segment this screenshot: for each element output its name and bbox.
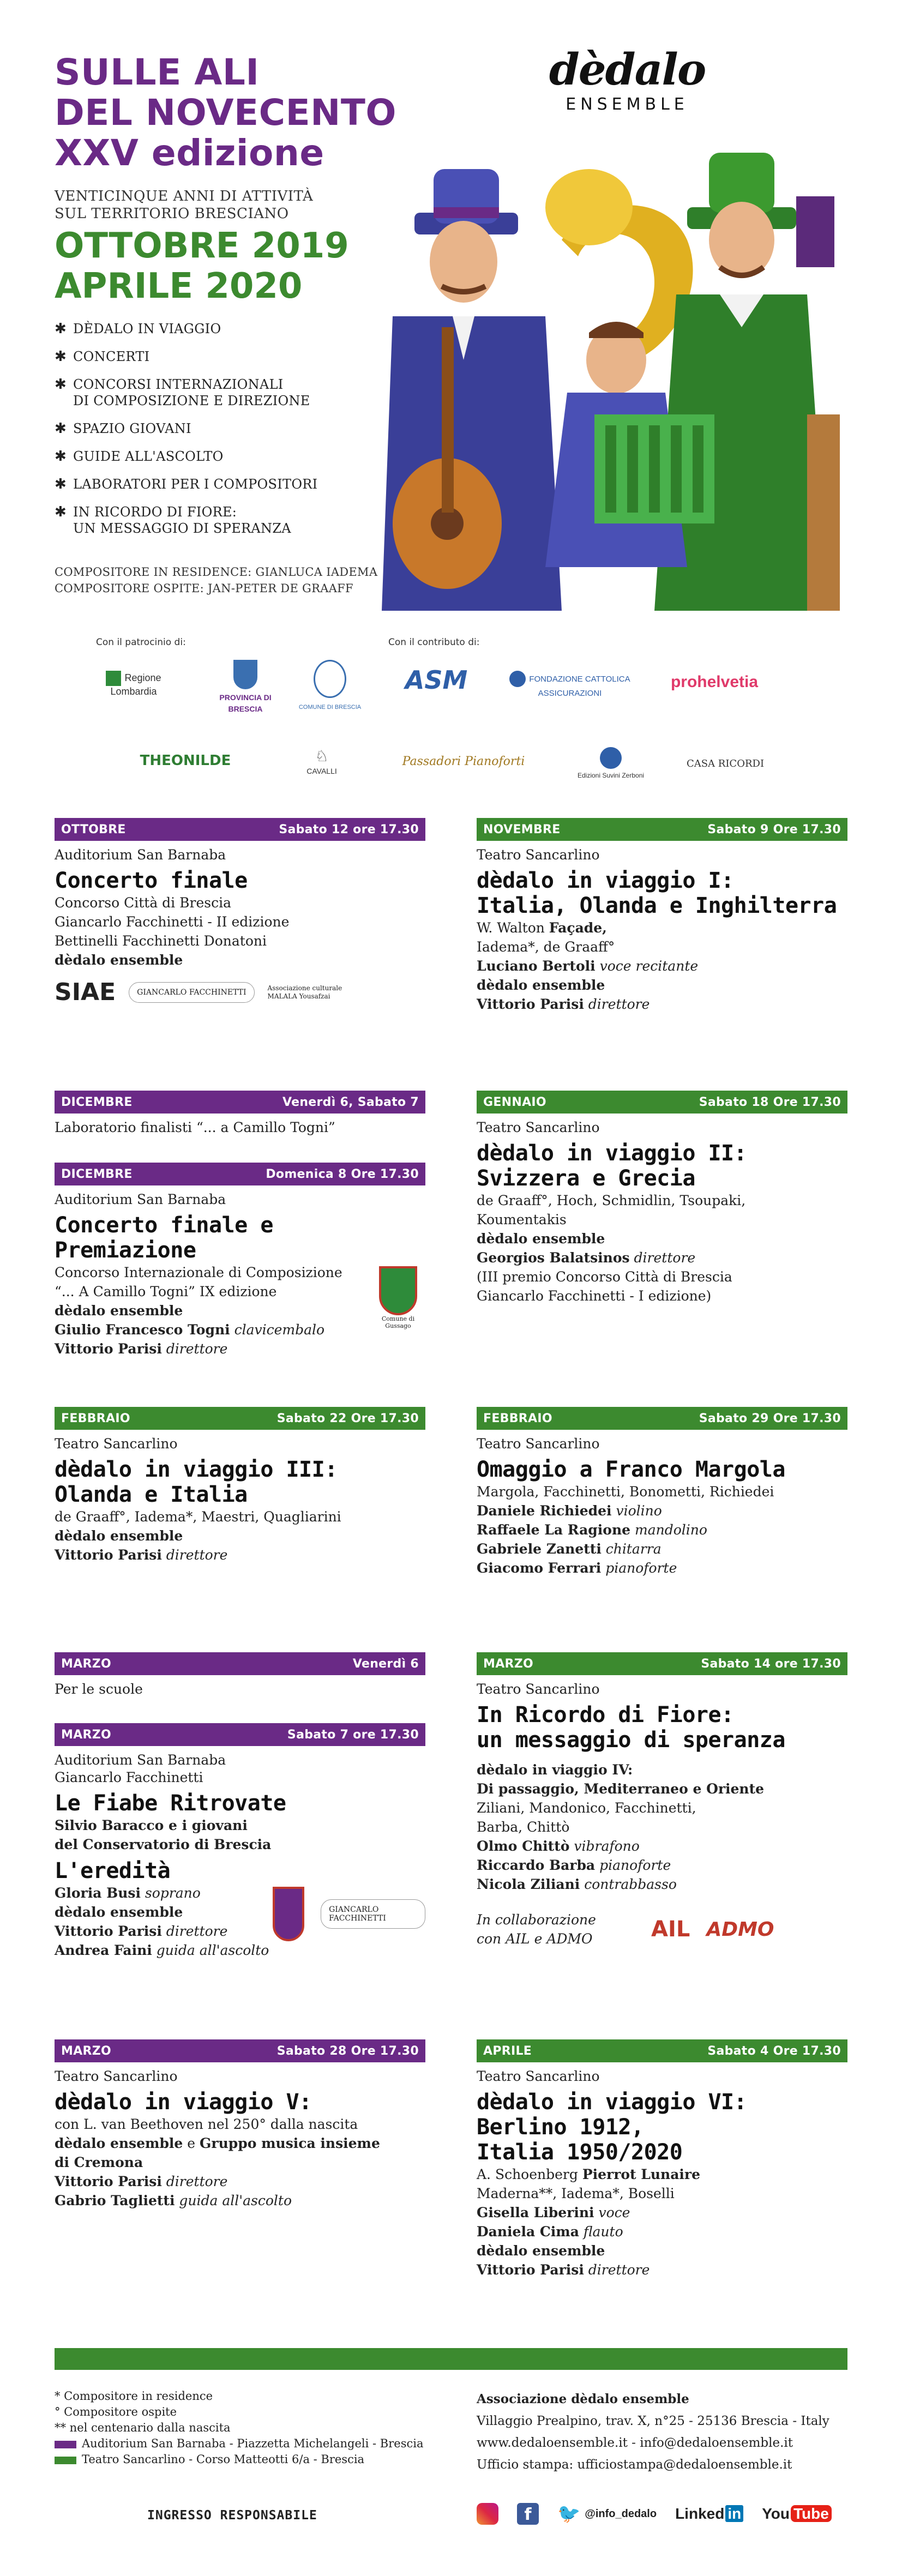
event-card-novembre: NOVEMBRE Sabato 9 Ore 17.30 Teatro Sancarlino dèdalo in viaggio I: Italia, Olanda e Inghilterra W. Walton Façade, Iadema*, de Graaff° Luciano Bertoli voce recitante dèdalo ensemble Vittorio Parisi direttore (477, 818, 847, 1014)
comune-crest-icon (314, 660, 346, 698)
association-info: Associazione dèdalo ensemble Villaggio Prealpino, trav. X, n°25 - 25136 Brescia - Italy www.dedaloensemble.it - info@dedaloensemble.it Ufficio stampa: ufficiostampa@dedaloensemble.it (477, 2392, 829, 2472)
sponsor-comune-brescia: COMUNE DI BRESCIA (297, 660, 363, 712)
sponsor-theonilde: THEONILDE (140, 753, 231, 769)
sponsor-passadori: Passadori Pianoforti (402, 755, 525, 768)
event-card-aprile: APRILE Sabato 4 Ore 17.30 Teatro Sancarlino dèdalo in viaggio VI: Berlino 1912, Italia 1950/2020 A. Schoenberg Pierrot Lunaire Maderna**, Iadema*, Boselli Gisella Liberini voce Daniela Cima flauto dèdalo ensemble Vittorio Parisi direttore (477, 2039, 847, 2279)
event-header-bar: MARZO Venerdì 6 (55, 1652, 425, 1675)
patronage-label: Con il patrocinio di: (96, 637, 186, 648)
dedalo-logo: dèdalo ENSEMBLE (549, 44, 706, 114)
legend-sancarlino: Teatro Sancarlino - Corso Matteotti 6/a - Brescia (55, 2452, 436, 2467)
event-venue: Auditorium San Barnaba (55, 1752, 226, 1768)
event-logos (273, 1887, 425, 1941)
event-header-bar: MARZO Sabato 28 Ore 17.30 (55, 2039, 425, 2062)
malala-logo: Associazione culturale MALALA Yousafzai (267, 984, 342, 1000)
entrance-note: INGRESSO RESPONSABILE (147, 2508, 317, 2523)
event-venue: Laboratorio finalisti “... a Camillo Togni” (55, 1120, 335, 1135)
event-header-bar: MARZO Sabato 7 ore 17.30 (55, 1723, 425, 1746)
gussago-crest-icon (379, 1266, 417, 1315)
instagram-icon[interactable] (477, 2503, 498, 2525)
header-text-block (55, 52, 436, 597)
event-title: dèdalo in viaggio V: (55, 2090, 312, 2115)
sponsor-row-2 (136, 742, 845, 796)
event-title: dèdalo in viaggio III: Olanda e Italia (55, 1457, 338, 1507)
fondazione-icon (509, 671, 526, 687)
event-header-bar: APRILE Sabato 4 Ore 17.30 (477, 2039, 847, 2062)
facebook-icon[interactable]: f (517, 2503, 539, 2525)
footer-notes: * Compositore in residence ° Compositore ospite ** nel centenario dalla nascita Auditorium San Barnaba - Piazzetta Michelangeli - Brescia Teatro Sancarlino - Corso Matteotti 6/a - Brescia (55, 2388, 436, 2467)
main-title: SULLE ALI DEL NOVECENTO XXV edizione (55, 51, 397, 174)
event-title: Omaggio a Franco Margola (477, 1457, 785, 1482)
sponsor-asm: ASM (405, 665, 468, 695)
event-venue: Per le scuole (55, 1681, 143, 1697)
siae-logo: SIAE (55, 978, 116, 1006)
activity-item: ✱ CONCERTI (55, 348, 150, 365)
event-header-bar: FEBBRAIO Sabato 29 Ore 17.30 (477, 1407, 847, 1430)
event-venue: Teatro Sancarlino (55, 1436, 178, 1452)
regione-lombardia-icon (106, 671, 121, 686)
sponsor-prohelvetia: prohelvetia (670, 673, 759, 691)
event-title: Le Fiabe Ritrovate (55, 1791, 286, 1816)
event-venue: Teatro Sancarlino (477, 2068, 600, 2084)
linkedin-icon[interactable]: Linked in (675, 2505, 743, 2523)
sponsor-suvini-zerboni: Edizioni Suvini Zerboni (573, 747, 649, 780)
event-venue: Teatro Sancarlino (477, 1120, 600, 1135)
event-title: Concerto finale e Premiazione (55, 1213, 273, 1263)
conservatorio-crest-icon (273, 1887, 304, 1941)
ail-logo: AIL (651, 1917, 690, 1942)
sponsor-row-1 (93, 660, 856, 731)
event-card-marzo-7: MARZO Sabato 7 ore 17.30 Auditorium San Barnaba Giancarlo Facchinetti Le Fiabe Ritrovate Silvio Baracco e i giovani del Conservatorio di Brescia L'eredità Gloria Busi soprano dèdalo ensemble Vittorio Parisi direttore Andrea Faini guida all'ascolto GIANCARLO FACCHINETTI (55, 1723, 425, 1960)
event-card-marzo-28: MARZO Sabato 28 Ore 17.30 Teatro Sancarlino dèdalo in viaggio V: con L. van Beethoven nel 250° dalla nascita dèdalo ensemble e Gruppo musica insieme di Cremona Vittorio Parisi direttore Gabrio Taglietti guida all'ascolto (55, 2039, 425, 2210)
activity-item: ✱ LABORATORI PER I COMPOSITORI (55, 476, 318, 492)
activity-item: ✱ GUIDE ALL'ASCOLTO (55, 448, 224, 465)
collaboration-row (477, 1910, 847, 1948)
event-title: In Ricordo di Fiore: un messaggio di speranza (477, 1702, 785, 1753)
event-title: dèdalo in viaggio I: Italia, Olanda e Inghilterra (477, 868, 837, 918)
sponsor-regione-lombardia: Regione Lombardia (93, 671, 175, 697)
legend-swatch (55, 2457, 76, 2464)
event-header-bar: FEBBRAIO Sabato 22 Ore 17.30 (55, 1407, 425, 1430)
admo-logo: ADMO (706, 1918, 774, 1941)
gussago-crest: Comune di Gussago (371, 1266, 425, 1329)
contribution-label: Con il contributo di: (388, 637, 480, 648)
legend-auditorium: Auditorium San Barnaba - Piazzetta Michelangeli - Brescia (55, 2436, 436, 2452)
event-title: dèdalo in viaggio VI: Berlino 1912, Italia 1950/2020 (477, 2090, 747, 2165)
activity-item: ✱ IN RICORDO DI FIORE: UN MESSAGGIO DI SPERANZA (55, 504, 291, 536)
activity-list (55, 321, 436, 537)
youtube-icon[interactable]: You Tube (762, 2505, 832, 2523)
asterisk-icon: ✱ (55, 348, 67, 365)
provincia-crest-icon (233, 660, 257, 689)
asterisk-icon: ✱ (55, 321, 67, 337)
event-header-bar: NOVEMBRE Sabato 9 Ore 17.30 (477, 818, 847, 841)
sponsor-provincia-brescia: PROVINCIA DI BRESCIA (215, 660, 275, 714)
event-venue: Auditorium San Barnaba (55, 1191, 226, 1207)
asterisk-icon: ✱ (55, 504, 67, 520)
event-subtitle: L'eredità (55, 1858, 171, 1883)
season-dates: OTTOBRE 2019 APRILE 2020 (55, 226, 349, 306)
composers-info: COMPOSITORE IN RESIDENCE: GIANLUCA IADEMA COMPOSITORE OSPITE: JAN-PETER DE GRAAFF (55, 565, 378, 595)
event-logos (55, 978, 425, 1006)
event-header-bar: GENNAIO Sabato 18 Ore 17.30 (477, 1091, 847, 1114)
suvini-zerboni-icon (600, 747, 622, 769)
event-header-bar: DICEMBRE Domenica 8 Ore 17.30 (55, 1163, 425, 1185)
event-card-dicembre-lab (55, 1091, 425, 1136)
activity-item: ✱ CONCORSI INTERNAZIONALI DI COMPOSIZIONE E DIREZIONE (55, 376, 310, 408)
event-venue: Auditorium San Barnaba (55, 847, 226, 863)
twitter-icon: 🐦 (557, 2503, 581, 2525)
event-venue: Teatro Sancarlino (477, 1436, 600, 1452)
sponsor-fondazione-cattolica: FONDAZIONE CATTOLICA ASSICURAZIONI (507, 671, 633, 699)
musicians-illustration-svg (382, 131, 862, 611)
event-card-marzo-6 (55, 1652, 425, 1698)
event-card-gennaio: GENNAIO Sabato 18 Ore 17.30 Teatro Sancarlino dèdalo in viaggio II: Svizzera e Grecia de Graaff°, Hoch, Schmidlin, Tsoupaki, Koumentakis dèdalo ensemble Georgios Balatsinos direttore (III premio Concorso Città di Brescia Giancarlo Facchinetti - I edizione) (477, 1091, 847, 1305)
subtitle: VENTICINQUE ANNI DI ATTIVITÀ SUL TERRITORIO BRESCIANO (55, 188, 314, 222)
event-card-marzo-14: MARZO Sabato 14 ore 17.30 Teatro Sancarlino In Ricordo di Fiore: un messaggio di speranza dèdalo in viaggio IV: Di passaggio, Mediterraneo e Oriente Ziliani, Mandonico, Facchinetti, Barba, Chittò Olmo Chittò vibrafono Riccardo Barba pianoforte Nicola Ziliani contrabbasso In collaborazione con AIL e ADMO AIL ADMO (477, 1652, 847, 1948)
event-header-bar: MARZO Sabato 14 ore 17.30 (477, 1652, 847, 1675)
event-card-febbraio-22: FEBBRAIO Sabato 22 Ore 17.30 Teatro Sancarlino dèdalo in viaggio III: Olanda e Italia de Graaff°, Iadema*, Maestri, Quagliarini dèdalo ensemble Vittorio Parisi direttore (55, 1407, 425, 1564)
facchinetti-logo: GIANCARLO FACCHINETTI (321, 1899, 425, 1929)
event-card-ottobre: OTTOBRE Sabato 12 ore 17.30 Auditorium San Barnaba Concerto finale Concorso Città di Brescia Giancarlo Facchinetti - II edizione Bettinelli Facchinetti Donatoni dèdalo ensemble SIAE GIANCARLO FACCHINETTI Associazione culturale MALALA Yousafzai (55, 818, 425, 1006)
collaboration-note: In collaborazione con AIL e ADMO (477, 1912, 596, 1947)
event-card-febbraio-29: FEBBRAIO Sabato 29 Ore 17.30 Teatro Sancarlino Omaggio a Franco Margola Margola, Facchinetti, Bonometti, Richiedei Daniele Richiedei violino Raffaele La Ragione mandolino Gabriele Zanetti chitarra Giacomo Ferrari pianoforte (477, 1407, 847, 1578)
facchinetti-logo: GIANCARLO FACCHINETTI (129, 982, 254, 1003)
event-card-dicembre-concerto: DICEMBRE Domenica 8 Ore 17.30 Auditorium San Barnaba Concerto finale e Premiazione Concorso Internazionale di Composizione “... A Camillo Togni” IX edizione dèdalo ensemble Giulio Francesco Togni clavicembalo Vittorio Parisi direttore Comune di Gussago (55, 1163, 425, 1358)
asterisk-icon: ✱ (55, 448, 67, 465)
activity-item: ✱ DÈDALO IN VIAGGIO (55, 321, 221, 337)
event-venue: Teatro Sancarlino (477, 1681, 600, 1697)
activity-item: ✱ SPAZIO GIOVANI (55, 420, 191, 437)
event-title: dèdalo in viaggio II: Svizzera e Grecia (477, 1141, 747, 1191)
social-links (477, 2503, 847, 2525)
asterisk-icon: ✱ (55, 420, 67, 437)
legend-swatch (55, 2441, 76, 2448)
sponsor-casa-ricordi: CASA RICORDI (686, 758, 765, 769)
asterisk-icon: ✱ (55, 376, 67, 393)
event-venue: Teatro Sancarlino (477, 847, 600, 863)
musicians-illustration (382, 131, 862, 611)
footer-divider (55, 2348, 847, 2370)
event-header-bar: OTTOBRE Sabato 12 ore 17.30 (55, 818, 425, 841)
sponsor-cavalli: ♘ CAVALLI (289, 747, 354, 777)
twitter-link[interactable]: 🐦 @info_dedalo (557, 2503, 657, 2525)
event-venue: Teatro Sancarlino (55, 2068, 178, 2084)
asterisk-icon: ✱ (55, 476, 67, 492)
event-title: Concerto finale (55, 868, 248, 893)
cavalli-icon: ♘ (315, 748, 329, 765)
event-header-bar: DICEMBRE Venerdì 6, Sabato 7 (55, 1091, 425, 1114)
